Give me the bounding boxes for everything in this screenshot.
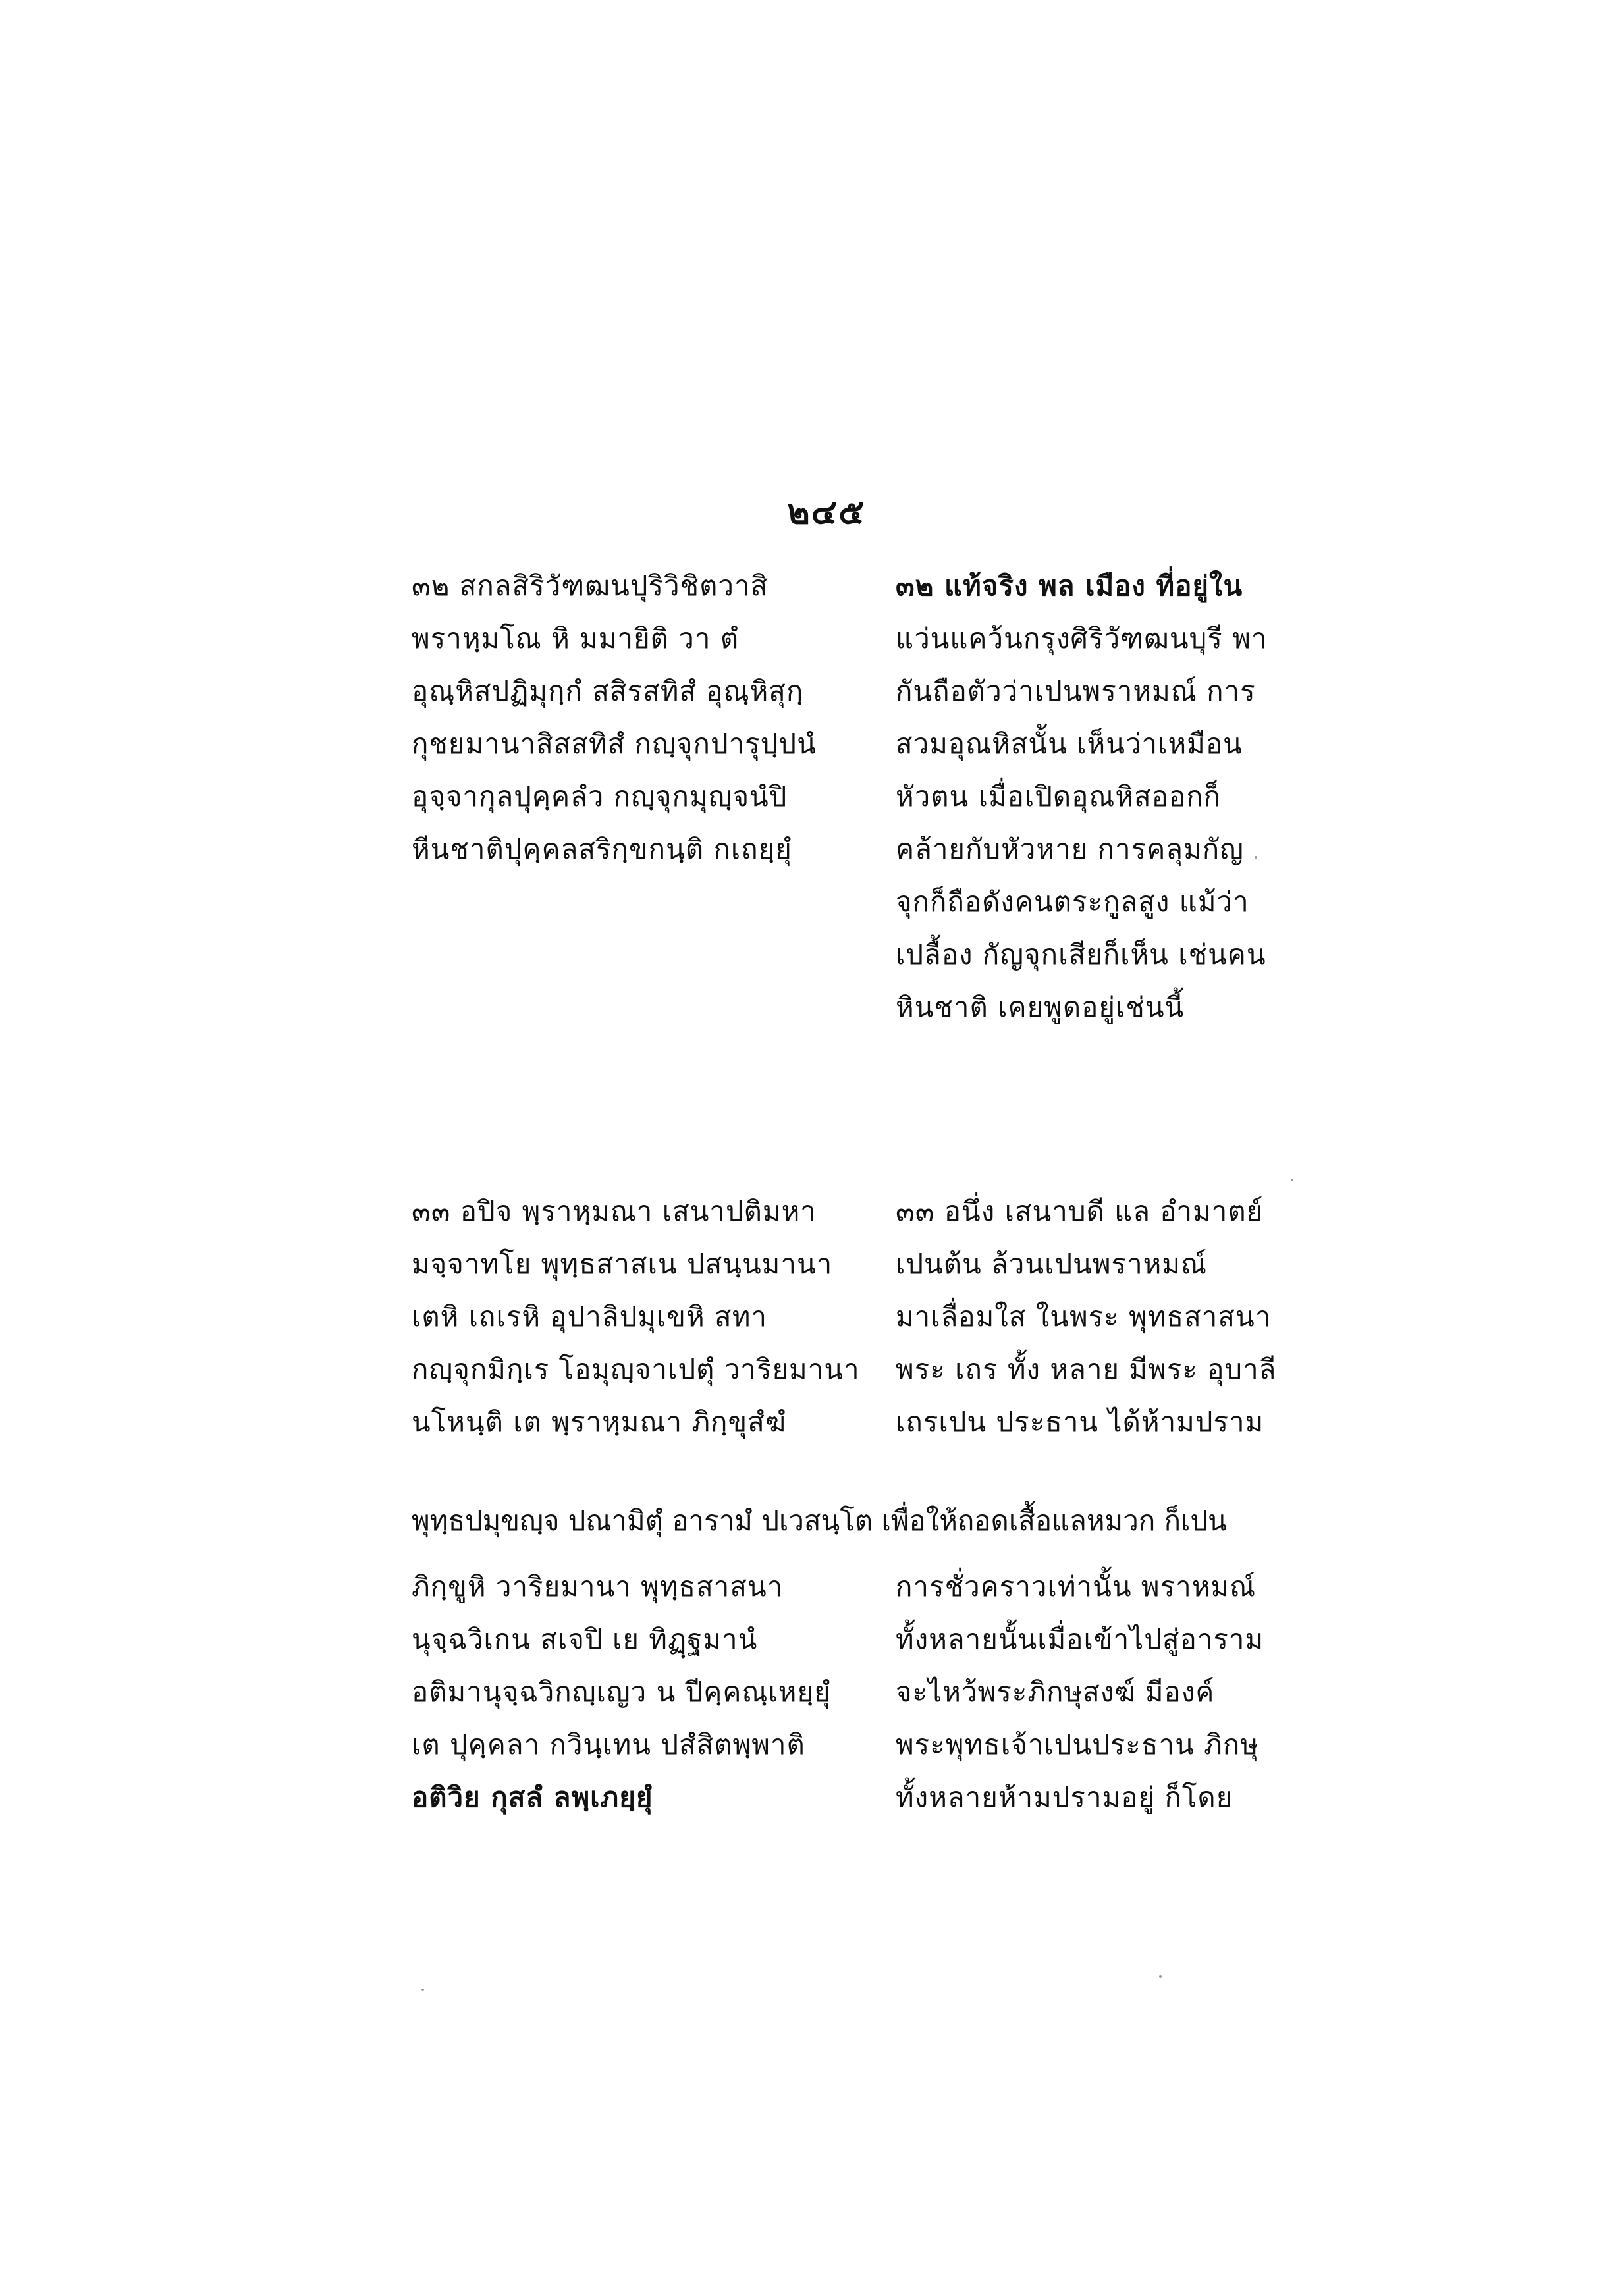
thai-line: จุกก็ถือดังคนตระกูลสูง แม้ว่า [896, 886, 1249, 918]
page-number: ๒๔๕ [787, 492, 866, 532]
thai-line: ทั้งหลายนั้นเมื่อเข้าไปสู่อาราม [896, 1623, 1264, 1655]
pali-line: มจฺจาทโย พุทฺธสาสเน ปสนฺนมานา [412, 1248, 833, 1280]
thai-line: เถรเปน ประธาน ได้ห้ามปราม [896, 1406, 1264, 1438]
thai-line: เปนต้น ล้วนเปนพราหมณ์ [896, 1248, 1207, 1280]
pali-line: ภิกฺขูหิ วาริยมานา พุทฺธสาสนา [412, 1570, 784, 1603]
thai-line: หัวตน เมื่อเปิดอุณหิสออกก็ [896, 780, 1221, 813]
pali-line: กุชยมานาสิสสทิสํ กญฺจุกปารุปฺปนํ [412, 728, 817, 760]
pali-line: นโหนฺติ เต พฺราหฺมณา ภิกฺขุสํฆํ [412, 1406, 787, 1438]
thai-line: พระพุทธเจ้าเปนประธาน ภิกษุ [896, 1728, 1259, 1761]
pali-line: ๓๓ อปิจ พฺราหฺมณา เสนาปติมหา [412, 1195, 817, 1227]
pali-line: นุจฺฉวิเกน สเจปิ เย ทิฏฺฐมานํ [412, 1623, 758, 1655]
thai-line: สวมอุณหิสนั้น เห็นว่าเหมือน [896, 728, 1243, 760]
pali-line: อุจฺจากุลปุคฺคลํว กญฺจุกมุญฺจนํปิ [412, 780, 788, 813]
thai-line: การชั่วคราวเท่านั้น พราหมณ์ [896, 1570, 1257, 1603]
pali-line: กญฺจุกมิกฺเร โอมุญฺจาเปตุํ วาริยมานา [412, 1353, 860, 1385]
scan-speck [421, 1989, 424, 1991]
thai-line: กันถือตัวว่าเปนพราหมณ์ การ [896, 675, 1256, 707]
scan-speck [1291, 1179, 1293, 1181]
scan-speck [1159, 1975, 1162, 1978]
thai-line: เปลื้อง กัญจุกเสียก็เห็น เช่นคน [896, 938, 1266, 971]
thai-line: จะไหว้พระภิกษุสงฆ์ มีองค์ [896, 1676, 1215, 1708]
pali-line: ๓๒ สกลสิริวัฑฒนปุริวิชิตวาสิ [412, 570, 769, 602]
pali-line: หีนชาติปุคฺคลสริกฺขกนฺติ กเถยฺยุํ [412, 833, 792, 865]
pali-line: อติวิย กุสลํ ลพฺเภยฺยุํ [412, 1781, 653, 1813]
pali-line: อุณฺหิสปฏิมุกฺกํ สสิรสทิสํ อุณฺหิสุกฺ [412, 675, 804, 707]
thai-line: หินชาติ เคยพูดอยู่เช่นนี้ [896, 991, 1185, 1023]
thai-line: คล้ายกับหัวหาย การคลุมกัญ [896, 833, 1244, 865]
thai-line: มาเลื่อมใส ในพระ พุทธสาสนา [896, 1300, 1272, 1333]
pali-line: พราหฺมโณ หิ มมายิติ วา ตํ [412, 622, 740, 654]
thai-line: พระ เถร ทั้ง หลาย มีพระ อุบาลี [896, 1353, 1277, 1385]
full-width-line: พุทฺธปมุขญฺจ ปณามิตุํ อารามํ ปเวสนฺโต เพื่อให้ถอดเสื้อแลหมวก ก็เปน [412, 1505, 1227, 1537]
thai-line: ๓๓ อนึ่ง เสนาบดี แล อำมาตย์ [896, 1195, 1264, 1227]
scan-speck [1255, 856, 1257, 859]
thai-line: แว่นแคว้นกรุงศิริวัฑฒนบุรี พา [896, 622, 1268, 654]
thai-line: ทั้งหลายห้ามปรามอยู่ ก็โดย [896, 1781, 1233, 1813]
thai-line: ๓๒ แท้จริง พล เมือง ที่อยู่ใน [896, 570, 1243, 602]
pali-line: อติมานุจฺฉวิกญฺเญว น ปีคฺคณฺเหยฺยุํ [412, 1676, 831, 1708]
pali-line: เต ปุคฺคลา กวินฺเทน ปสํสิตพฺพาติ [412, 1728, 805, 1761]
pali-line: เตหิ เถเรหิ อุปาลิปมุเขหิ สทา [412, 1300, 767, 1333]
